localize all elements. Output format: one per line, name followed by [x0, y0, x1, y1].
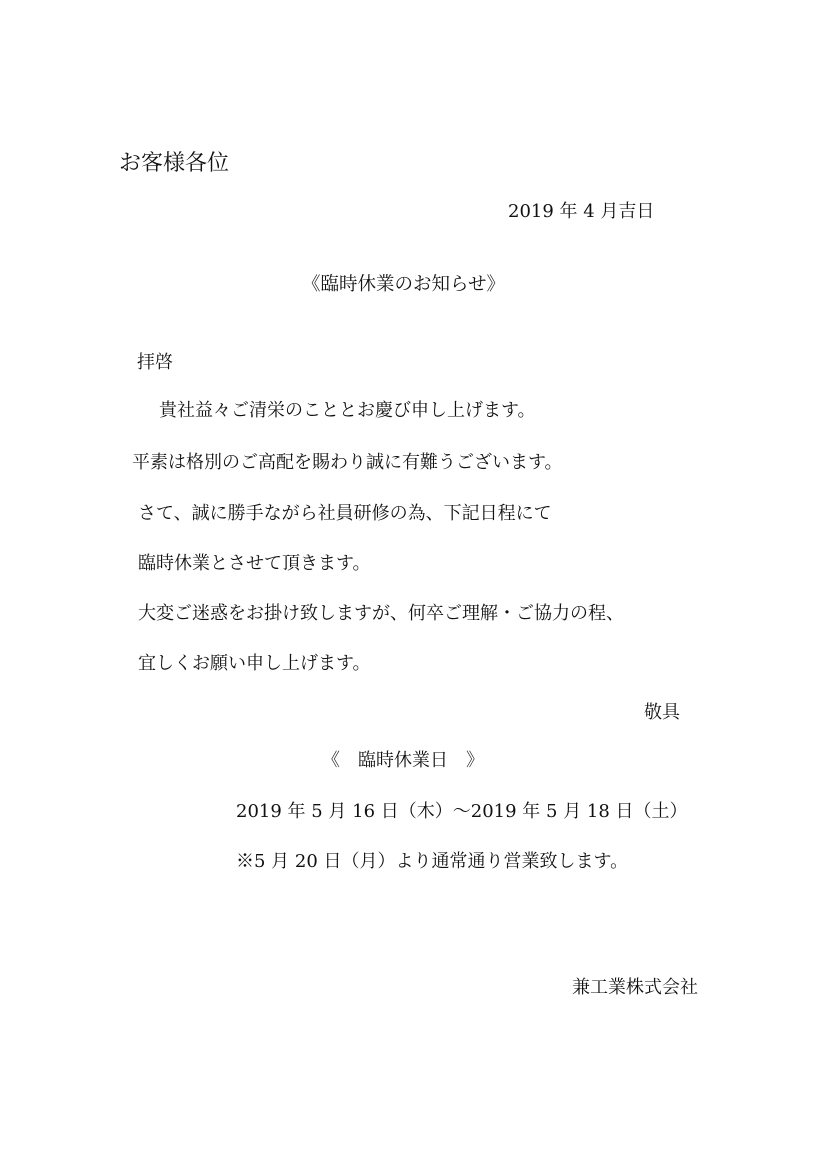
- body-line: 貴社益々ご清栄のこととお慶び申し上げます。: [159, 400, 536, 421]
- body-line: 宜しくお願い申し上げます。: [138, 653, 371, 674]
- resume-note: ※5 月 20 日（月）より通常通り営業致します。: [236, 851, 629, 872]
- holiday-heading: 《 臨時休業日 》: [322, 750, 484, 771]
- body-line: さて、誠に勝手ながら社員研修の為、下記日程にて: [138, 503, 552, 524]
- body-line: 臨時休業とさせて頂きます。: [138, 553, 371, 574]
- company-name: 兼工業株式会社: [572, 977, 698, 998]
- body-line: 大変ご迷惑をお掛け致しますが、何卒ご理解・ご協力の程、: [138, 603, 624, 624]
- recipient: お客様各位: [119, 151, 230, 176]
- closing: 敬具: [644, 702, 680, 723]
- body-line: 平素は格別のご高配を賜わり誠に有難うございます。: [132, 452, 563, 473]
- notice-title: 《臨時休業のお知らせ》: [302, 274, 505, 295]
- salutation: 拝啓: [137, 352, 173, 373]
- holiday-period: 2019 年 5 月 16 日（木）～2019 年 5 月 18 日（土）: [236, 801, 688, 822]
- issue-date: 2019 年 4 月吉日: [508, 201, 655, 222]
